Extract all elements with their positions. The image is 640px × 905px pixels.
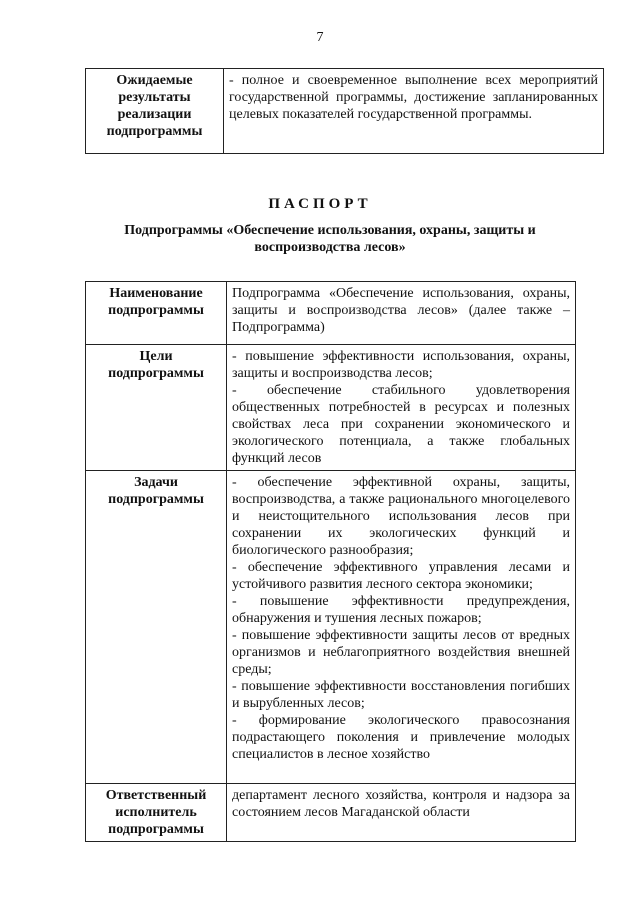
row-label: Ответственный исполнитель подпрограммы xyxy=(86,784,227,842)
row-item: - обеспечение эффективного управления лесами и устойчивого развития лесного сектора экономики; xyxy=(232,560,570,592)
row-item: - обеспечение эффективной охраны, защиты, воспроизводства, а также рационального многоцелевого и неистощительного использования лесов при сохранении их экологических функций и биологического разнообразия; xyxy=(232,475,570,558)
passport-title: ПАСПОРТ xyxy=(268,196,372,212)
row-item: - повышение эффективности предупреждения, обнаружения и тушения лесных пожаров; xyxy=(232,594,570,626)
row-item: - повышение эффективности защиты лесов от вредных организмов и неблагоприятного воздействия внешней среды; xyxy=(232,628,570,677)
table-row-executor xyxy=(86,784,576,842)
row-content xyxy=(227,784,576,842)
row-item: департамент лесного хозяйства, контроля и надзора за состоянием лесов Магаданской области xyxy=(232,788,570,820)
row-label: Цели подпрограммы xyxy=(86,345,227,471)
row-label: Ожидаемые результаты реализации подпрограммы xyxy=(86,69,224,154)
subprogram-subtitle: Подпрограммы «Обеспечение использования, охраны, защиты и воспроизводства лесов» xyxy=(124,223,536,255)
table-row xyxy=(86,69,604,154)
row-content xyxy=(227,471,576,784)
table-row-name xyxy=(86,282,576,345)
row-label: Задачи подпрограммы xyxy=(86,471,227,784)
row-content xyxy=(227,345,576,471)
row-label: Наименование подпрограммы xyxy=(86,282,227,345)
row-item: Подпрограмма «Обеспечение использования, охраны, защиты и воспроизводства лесов» (далее также – Подпрограмма) xyxy=(232,286,570,335)
table-row-tasks xyxy=(86,471,576,784)
table-row-goals xyxy=(86,345,576,471)
row-content xyxy=(224,69,604,154)
row-item: - повышение эффективности использования, охраны, защиты и воспроизводства лесов; xyxy=(232,349,570,381)
row-item: - повышение эффективности восстановления погибших и вырубленных лесов; xyxy=(232,679,570,711)
passport-table xyxy=(85,281,576,842)
row-item: - обеспечение стабильного удовлетворения общественных потребностей в ресурсах и полезных свойствах леса при сохранении экономического и экологического потенциала, а также глобальных функций лесов xyxy=(232,383,570,466)
row-item: - формирование экологического правосознания подрастающего поколения и привлечение молодых специалистов в лесное хозяйство xyxy=(232,713,570,762)
page-number: 7 xyxy=(316,30,324,45)
row-content xyxy=(227,282,576,345)
expected-results-table xyxy=(85,68,604,154)
row-text: - полное и своевременное выполнение всех мероприятий государственной программы, достижение запланированных целевых показателей государственной программы. xyxy=(229,73,598,122)
